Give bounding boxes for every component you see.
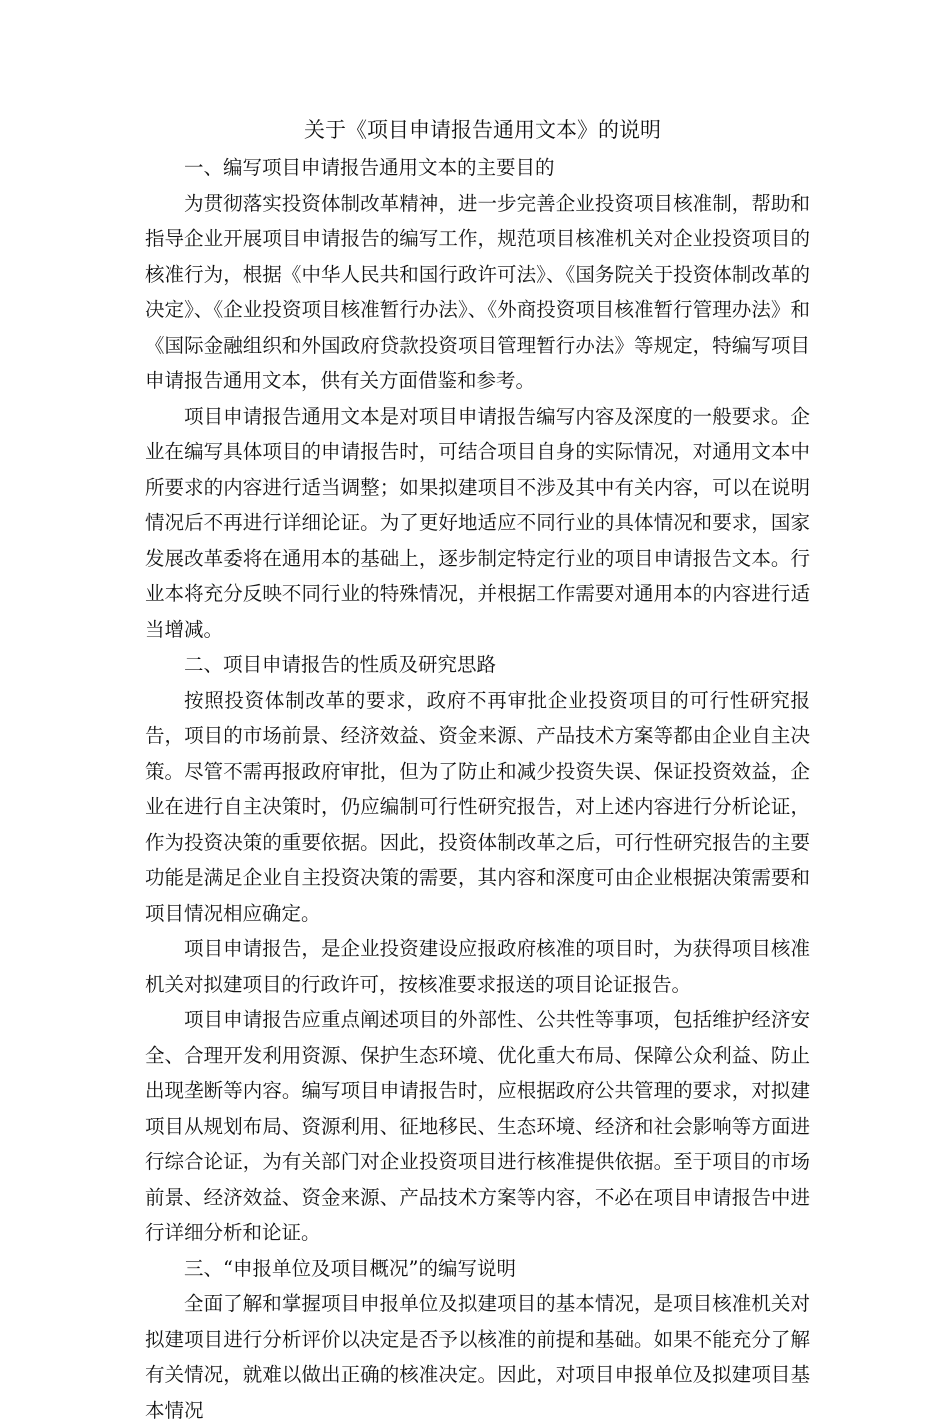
paragraph: 项目申请报告，是企业投资建设应报政府核准的项目时，为获得项目核准机关对拟建项目的行政许可，按核准要求报送的项目论证报告。 [145,937,810,996]
section-heading-2: 二、项目申请报告的性质及研究思路 [184,653,497,676]
document-page [145,110,810,1428]
paragraph: 按照投资体制改革的要求，政府不再审批企业投资项目的可行性研究报告，项目的市场前景、经济效益、资金来源、产品技术方案等都由企业自主决策。尽管不需再报政府审批，但为了防止和减少投资失误、保证投资效益，企业在进行自主决策时，仍应编制可行性研究报告，对上述内容进行分析论证，作为投资决策的重要依据。因此，投资体制改革之后，可行性研究报告的主要功能是满足企业自主投资决策的需要，其内容和深度可由企业根据决策需要和项目情况相应确定。 [145,688,810,925]
section-heading-3: 三、“申报单位及项目概况”的编写说明 [184,1256,516,1280]
document-title: 关于《项目申请报告通用文本》的说明 [304,118,661,142]
paragraph: 为贯彻落实投资体制改革精神，进一步完善企业投资项目核准制，帮助和指导企业开展项目申请报告的编写工作，规范项目核准机关对企业投资项目的核准行为，根据《中华人民共和国行政许可法》、《国务院关于投资体制改革的决定》、《企业投资项目核准暂行办法》、《外商投资项目核准暂行管理办法》和《国际金融组织和外国政府贷款投资项目管理暂行办法》等规定，特编写项目申请报告通用文本，供有关方面借鉴和参考。 [145,191,810,392]
paragraph: 项目申请报告通用文本是对项目申请报告编写内容及深度的一般要求。企业在编写具体项目的申请报告时，可结合项目自身的实际情况，对通用文本中所要求的内容进行适当调整；如果拟建项目不涉及其中有关内容，可以在说明情况后不再进行详细论证。为了更好地适应不同行业的具体情况和要求，国家发展改革委将在通用本的基础上，逐步制定特定行业的项目申请报告文本。行业本将充分反映不同行业的特殊情况，并根据工作需要对通用本的内容进行适当增减。 [145,404,810,641]
section-heading-1: 一、编写项目申请报告通用文本的主要目的 [184,156,555,179]
paragraph: 全面了解和掌握项目申报单位及拟建项目的基本情况，是项目核准机关对拟建项目进行分析评价以决定是否予以核准的前提和基础。如果不能充分了解有关情况，就难以做出正确的核准决定。因此，对项目申报单位及拟建项目基本情况 [145,1292,810,1422]
paragraph: 项目申请报告应重点阐述项目的外部性、公共性等事项，包括维护经济安全、合理开发利用资源、保护生态环境、优化重大布局、保障公众利益、防止出现垄断等内容。编写项目申请报告时，应根据政府公共管理的要求，对拟建项目从规划布局、资源利用、征地移民、生态环境、经济和社会影响等方面进行综合论证，为有关部门对企业投资项目进行核准提供依据。至于项目的市场前景、经济效益、资金来源、产品技术方案等内容，不必在项目申请报告中进行详细分析和论证。 [145,1008,810,1244]
